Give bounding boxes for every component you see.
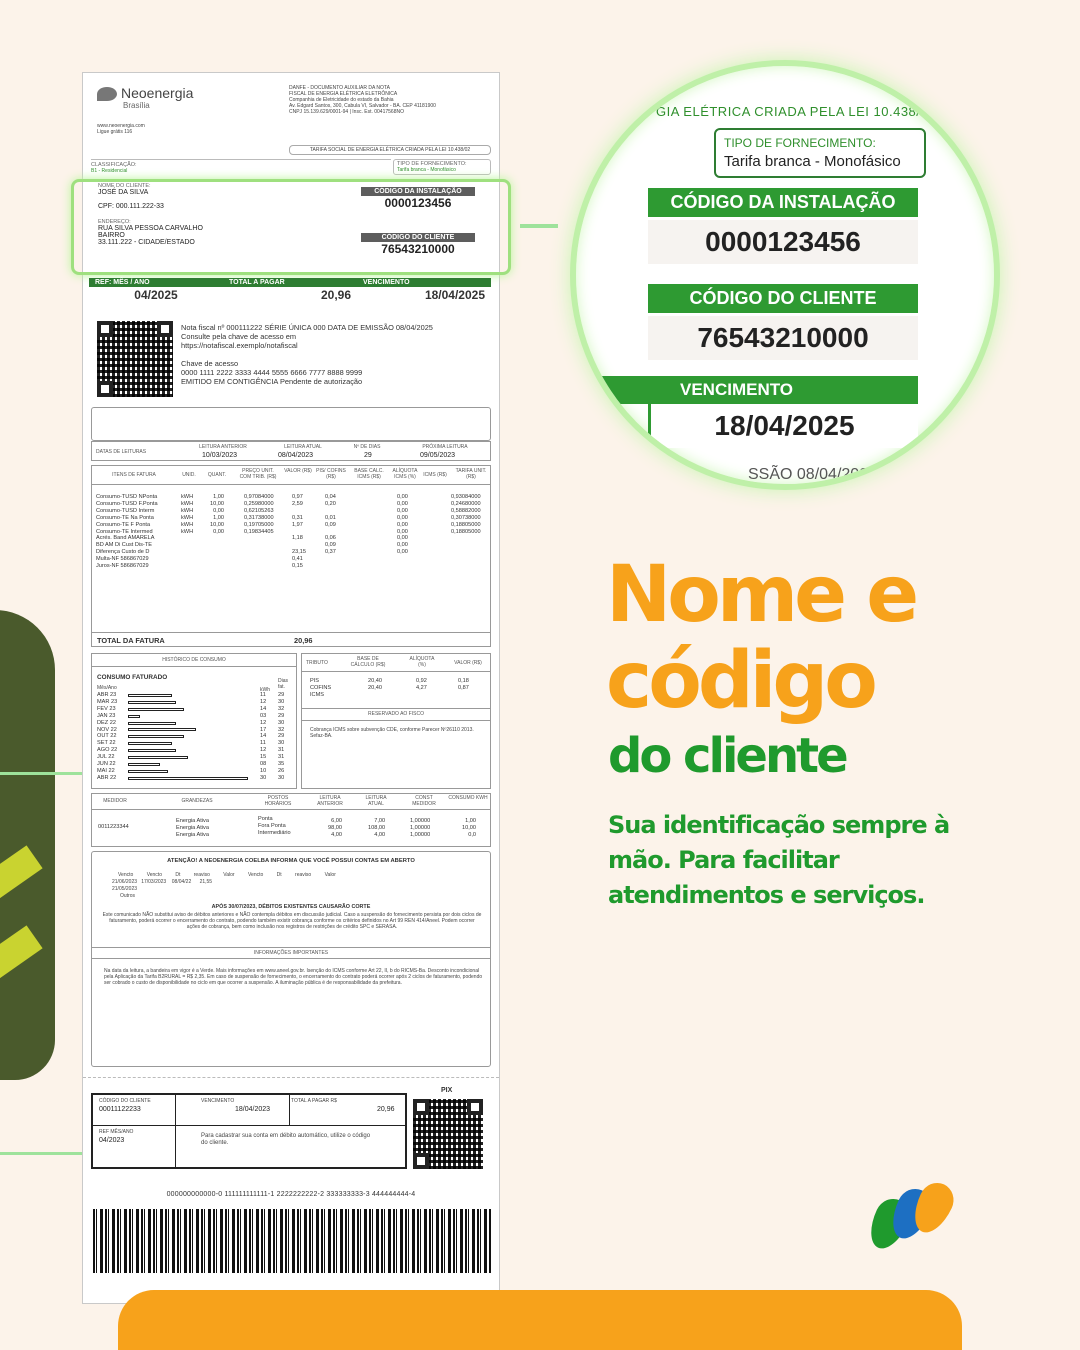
notice-cols [118,872,336,878]
notice-title: ATENÇÃO! A NEOENERGIA COELBA INFORMA QUE VOCÊ POSSUI CONTAS EM ABERTO [167,858,415,864]
history-title: HISTÓRICO DE CONSUMO [162,657,226,663]
th: TARIFA UNIT. (R$) [455,468,487,480]
nf-status: EMITIDO EM CONTIGÊNCIA Pendente de autorização [181,377,363,386]
total-invoice-value: 20,96 [294,636,313,645]
nf-link[interactable]: https://notafiscal.exemplo/notafiscal [181,341,298,350]
meter-th: LEITURA ANTERIOR [317,795,343,807]
notice-col: Valor [324,872,336,878]
history-col-days: Dias fat. [278,678,289,690]
nf-key-label: Chave de acesso [181,359,239,368]
company-line: Companhia de Eletricidade do estado da Bahia [289,97,394,103]
decor-line [0,1152,82,1155]
total-invoice-label: TOTAL DA FATURA [97,636,165,645]
slip-client: 00011122233 [99,1106,141,1113]
reading-curr: 08/04/2023 [278,452,314,459]
history-col-kwh: kWh [260,687,270,693]
lens-supply-value: Tarifa branca - Monofásico [724,153,901,170]
headline [606,552,915,724]
description: Sua identificação sempre à mão. Para facilitar atendimentos e serviços. [608,811,950,909]
lens-supply-label: TIPO DE FORNECIMENTO: [724,136,876,150]
brand-sub: Brasília [123,101,150,111]
classification-value: B1 - Residencial [91,168,128,174]
meter-ant: 6,00 98,00 4,00 [328,818,342,838]
tax-names: PIS COFINS ICMS [310,678,332,698]
history-bar [128,722,176,725]
drops-icon [97,87,117,101]
footer-bar [118,1290,962,1350]
classification [91,159,391,174]
pix-qr-code [413,1099,483,1169]
meter-table [91,793,491,847]
address-line: RUA SILVA PESSOA CARVALHO [98,225,203,232]
reserved-label: RESERVADO AO FISCO [368,711,424,717]
notice-box [91,851,491,1067]
th: ICMS (R$) [423,472,447,478]
history-bar [128,694,172,697]
th: PREÇO UNIT. COM TRIB. (R$) [239,468,277,480]
lens-client-label: CÓDIGO DO CLIENTE [648,284,918,313]
client-code-label: CÓDIGO DO CLIENTE [361,233,475,242]
items-tarifa: 0,93084000 0,24680000 0,58882000 0,30738000 0,18805000 0,18805000 [451,494,481,535]
due-label: VENCIMENTO [363,279,410,286]
energy-bill [82,72,500,1304]
notice-col: Vencto [146,872,162,878]
next-reading: 09/05/2023 [420,452,456,459]
notice-col: Vencto [247,872,264,878]
th: UNID. [182,472,196,478]
lens-installation-label: CÓDIGO DA INSTALAÇÃO [648,188,918,217]
history-bar [128,728,196,731]
reading-curr-label: LEITURA ATUAL [284,444,322,450]
slip-total-label: TOTAL A PAGAR R$ [291,1098,337,1104]
history-bar [128,749,176,752]
nf-line: Nota fiscal nº 000111222 SÉRIE ÚNICA 000 DATA DE EMISSÃO 08/04/2025 [181,323,433,332]
tax-th: ALÍQUOTA (%) [409,656,435,668]
history-col-month: Mês/Ano [97,685,117,691]
tax-th: BASE DE CÁLCULO (R$) [350,656,386,668]
lens-bottom-text: SSÃO 08/04/202 [748,466,869,483]
lens-installation-code: 0000123456 [648,220,918,264]
social-tariff: TARIFA SOCIAL DE ENERGIA ELÉTRICA CRIADA PELA LEI 10.438/02 [289,145,491,155]
brand-name: Neoenergia [121,85,194,101]
lens-client-code: 76543210000 [648,316,918,360]
meter-th: LEITURA ATUAL [365,795,387,807]
days-label: Nº DE DIAS [353,444,381,450]
lens-arc-text: GIA ELÉTRICA CRIADA PELA LEI 10.438/02 [656,104,936,119]
cut-warning-title: APÓS 30/07/2023, DÉBITOS EXISTENTES CAUSARÃO CORTE [211,904,371,910]
history-bar [128,735,184,738]
slip-ref-label: REF MÊS/ANO [99,1129,134,1135]
notice-row: Outros [120,893,136,899]
tax-values: 0,18 0,87 [458,678,469,691]
address-line: 33.111.222 - CIDADE/ESTADO [98,239,195,246]
items-aliq: 0,00 0,00 0,00 0,00 0,00 0,00 0,00 0,00 0,00 [397,494,408,556]
history-bar [128,742,172,745]
history-kwh: 11 12 14 03 12 17 14 11 12 15 08 10 30 [260,692,267,781]
tax-table [301,653,491,789]
supply-type [393,159,491,175]
company-line: Av. Edgard Santos, 300, Cabula VI, Salvador - BA. CEP 41181900 [289,103,436,109]
pix-label: PIX [441,1087,453,1094]
notice-col: Dt reaviso [276,872,312,878]
address-label: ENDEREÇO: [98,219,131,225]
notice-col: Vencto [118,872,134,878]
meter-cons: 1,00 10,00 0,0 [462,818,476,838]
lens-due-label: VENCIMENTO [576,376,918,404]
name-label: NOME DO CLIENTE: [98,183,151,189]
th: ALÍQUOTA ICMS (%) [392,468,418,480]
reading-prev-label: LEITURA ANTERIOR [199,444,247,450]
next-reading-label: PRÓXIMA LEITURA [422,444,468,450]
installation-code: 0000123456 [384,196,452,210]
reference-bar [89,278,491,303]
meter-th: MEDIDOR [103,798,127,804]
meter-th: CONST MEDIDOR [412,795,436,807]
highlight-frame [71,179,511,275]
meter-th: POSTOS HORÁRIOS [264,795,292,807]
meter-grandezas: Energia Ativa Energia Ativa Energia Ativa [176,818,209,838]
headline-line: Nome e [606,550,916,640]
installation-label: CÓDIGO DA INSTALAÇÃO [361,187,475,196]
slip-client-label: CÓDIGO DO CLIENTE [99,1098,151,1104]
meter-atual: 7,00 108,00 4,00 [368,818,386,838]
headline-sub: do cliente [608,728,846,784]
cut-warning-text: Este comunicado NÃO substitui aviso de débitos anteriores e NÃO contempla débitos em discussão judicial. Caso a suspensão do fornecimento persista por dois ciclos de faturamento, poderá ocorrer o encerramento do contrato, podendo também existir cobrança conforme os critérios definidos no Art 99 REN 414/Aneel. Podem ocorrer ações de cobrança, bem como inclusão nos registros de restrições de crédito SPC e SERASA. [102,912,482,930]
supply-value: Tarifa branca - Monofásico [397,167,456,173]
items-price: 0,97084000 0,25980000 0,62105263 0,31738000 0,19705000 0,19834405 [244,494,274,535]
readings-title: DATAS DE LEITURAS [96,449,147,455]
history-bar [128,708,184,711]
ref-value: 04/2025 [134,288,178,302]
meter-postos: Ponta Fora Ponta Intermediário [258,816,291,836]
meter-id: 0011223344 [98,824,129,830]
supply-label: TIPO DE FORNECIMENTO: [397,161,467,167]
info-title: INFORMAÇÕES IMPORTANTES [253,950,329,956]
meter-const: 1,00000 1,00000 1,00000 [410,818,431,838]
company-line: DANFE - DOCUMENTO AUXILIAR DA NOTA [289,85,390,91]
meter-th: CONSUMO KWH [448,795,488,801]
history-bar [128,701,176,704]
th: VALOR (R$) [284,468,312,474]
nf-key: 0000 1111 2222 3333 4444 5555 6666 7777 8888 9999 [181,368,363,377]
company-info [289,85,489,115]
phone: Ligue grátis 116 [97,129,133,135]
history-bars [128,694,258,784]
total-label: TOTAL A PAGAR [229,279,285,286]
th: QUANT. [207,472,227,478]
slip-ref: 04/2023 [99,1137,125,1144]
reading-prev: 10/03/2023 [202,452,238,459]
items-qty: 1,00 10,00 0,00 1,00 10,00 0,00 [210,494,224,535]
items-desc: Consumo-TUSD NPonta Consumo-TUSD F.Ponta Consumo-TUSD Interm Consumo-TE Na Ponta Consumo-TE F Ponta Consumo-TE Intermed Acrés. Band AMARELA BD AM Di Cust Dis-TE Diferença Custo de D Multa-NF 586867029 Juros-NF 586867029 [96,494,158,570]
customer-cpf: CPF: 000.111.222-33 [98,203,164,210]
tax-rates: 0,92 4,27 [416,678,427,691]
ref-label: REF: MÊS / ANO [95,279,150,286]
client-code: 76543210000 [381,242,455,256]
days: 29 [364,452,372,459]
vest-stripe [0,925,43,982]
nf-info [181,323,491,386]
items-table [91,465,491,647]
payment-slip [91,1093,407,1169]
magnifier [570,60,1000,490]
notice-col: Dt reaviso [175,872,210,878]
classification-label: CLASSIFICAÇÃO: [91,162,137,168]
th: ITENS DE FATURA [112,472,156,478]
lens-due-value: 18/04/2025 [648,404,918,448]
brand-drops-icon [866,1180,956,1260]
slip-total: 20,96 [377,1106,395,1113]
address-line: BAIRRO [98,232,125,239]
history-bar [128,763,160,766]
neoenergia-logo [97,85,193,110]
th: BASE CALC. ICMS (R$) [354,468,384,480]
lens-supply-box [714,128,926,178]
items-pis: 0,04 0,20 0,01 0,09 0,06 0,09 0,37 [325,494,336,556]
headline-line: código [606,636,874,726]
auto-debit-note: Para cadastrar sua conta em débito automático, utilize o código do cliente. [201,1133,371,1146]
history-days: 29 30 32 29 30 32 29 30 31 31 35 26 30 [278,692,285,781]
nf-qr-code [97,321,173,397]
info-text: Na data da leitura, a bandeira em vigor é a Verde. Mais informações em www.aneel.gov.br. Isenção do ICMS conforme Art 22, II, b do RICMS-Ba. Desconto incondicional pela Aplicação da Tarifa B2RURAL = R$ 2,35. Em caso de suspensão de fornecimento, o encerramento do contrato poderá ocorrer após 2 ciclos de faturamento, podendo ser cobrado o custo de disponibilidade no ciclo em que ocorrer a suspensão. A iluminação pública é de responsabilidade da prefeitura. [104,968,483,986]
slip-due: 18/04/2023 [235,1106,271,1113]
person-figure [0,610,55,1080]
items-value: 0,97 2,59 0,31 1,97 1,18 23,15 0,41 0,15 [292,494,306,570]
history-bar [128,777,248,780]
history-bar [128,756,188,759]
customer-name: JOSÉ DA SILVA [98,189,149,196]
due-value: 18/04/2025 [424,288,485,302]
tax-th: TRIBUTO [306,660,328,666]
lens-connector [520,224,558,228]
total-value: 20,96 [320,288,351,302]
blank-box [91,407,491,441]
site-link[interactable]: www.neoenergia.com [97,123,145,129]
history-bar [128,770,168,773]
tax-th: VALOR (R$) [454,660,482,666]
history-bar [128,715,140,718]
items-unit: kWH kWH kWH kWH kWH kWH [181,494,194,535]
readings-row [91,441,491,461]
notice-col: Valor [223,872,235,878]
vest-stripe [0,845,43,902]
company-line: FISCAL DE ENERGIA ELÉTRICA ELETRÔNICA [289,91,398,97]
slip-due-label: VENCIMENTO [201,1098,235,1104]
digitable-line: 000000000000-0 111111111111-1 2222222222-2 333333333-3 444444444-4 [166,1191,416,1198]
notice-row: 21/06/2023 17/03/2023 08/04/22 21,55 [112,879,213,885]
consumption-history [91,653,297,789]
barcode [93,1209,491,1273]
th: PIS/ COFINS (R$) [316,468,346,480]
decor-line [0,772,82,775]
history-subtitle: CONSUMO FATURADO [97,674,168,681]
reserved-text: Cobrança ICMS sobre subvenção CDE, conforme Parecer Nº26110 2013. Sefaz-BA. [310,727,474,739]
notice-row: 21/05/2023 [112,886,138,892]
nf-line: Consulte pela chave de acesso em [181,332,297,341]
tax-bases: 20,40 20,40 [368,678,382,691]
company-line: CNPJ 15.139.629/0001-94 | Insc. Est. 00417568NO [289,109,404,115]
meter-th: GRANDEZAS [181,798,213,804]
contact [97,123,145,135]
history-months: ABR 23 MAR 23 FEV 23 JAN 23 DEZ 22 NOV 22 OUT 22 SET 22 AGO 22 JUL 22 JUN 22 MAI 22 ABR 22 [97,692,118,781]
